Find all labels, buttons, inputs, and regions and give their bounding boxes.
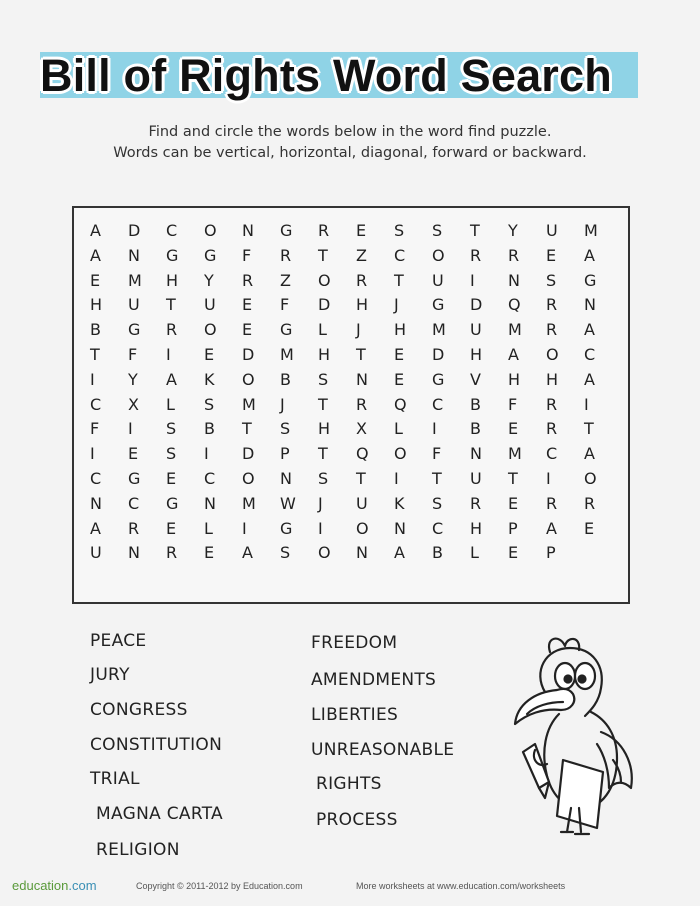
grid-letter: U <box>470 320 482 340</box>
grid-letter: U <box>470 468 482 488</box>
logo-text: education <box>12 878 69 893</box>
grid-letter: F <box>508 394 518 414</box>
grid-letter: R <box>508 245 520 265</box>
grid-letter: C <box>204 468 216 488</box>
grid-letter: O <box>394 444 407 464</box>
grid-letter: T <box>90 344 100 364</box>
grid-letter: R <box>584 493 596 513</box>
grid-letter: L <box>204 518 213 538</box>
grid-letter: U <box>204 295 216 315</box>
word-list-item: PEACE <box>90 631 147 651</box>
grid-letter: B <box>280 369 291 389</box>
grid-letter: A <box>166 369 177 389</box>
page-title: Bill of Rights Word Search <box>40 50 612 101</box>
grid-letter: O <box>242 369 255 389</box>
grid-letter: E <box>508 543 519 563</box>
grid-letter: C <box>128 493 140 513</box>
grid-letter: I <box>584 394 589 414</box>
grid-letter: E <box>166 518 177 538</box>
grid-letter: I <box>242 518 247 538</box>
grid-letter: A <box>584 369 595 389</box>
grid-letter: P <box>508 518 518 538</box>
grid-letter: J <box>280 394 285 414</box>
grid-letter: B <box>432 543 443 563</box>
grid-letter: T <box>394 270 404 290</box>
grid-letter: K <box>394 493 405 513</box>
grid-letter: O <box>242 468 255 488</box>
grid-letter: S <box>204 394 215 414</box>
grid-letter: B <box>470 419 481 439</box>
grid-letter: I <box>204 444 209 464</box>
grid-letter: O <box>318 543 331 563</box>
grid-letter: O <box>204 221 217 240</box>
grid-letter: A <box>584 245 595 265</box>
grid-letter: A <box>90 245 101 265</box>
grid-letter: I <box>470 270 475 290</box>
word-search-grid <box>72 206 630 604</box>
grid-letter: T <box>166 295 176 315</box>
grid-letter: G <box>280 320 293 340</box>
grid-letter: R <box>546 295 558 315</box>
grid-letter: T <box>432 468 442 488</box>
grid-letter: D <box>242 444 255 464</box>
grid-letter: O <box>584 468 597 488</box>
grid-letter: E <box>242 295 253 315</box>
grid-letter: I <box>90 369 95 389</box>
grid-letter: L <box>166 394 175 414</box>
grid-letter: H <box>470 518 483 538</box>
grid-letter: J <box>356 320 361 340</box>
grid-letter: O <box>318 270 331 290</box>
grid-letter: R <box>128 518 140 538</box>
grid-letter: U <box>432 270 444 290</box>
grid-letter: C <box>432 518 444 538</box>
logo-domain: .com <box>68 878 97 893</box>
grid-letter: N <box>508 270 520 290</box>
grid-letter: D <box>432 344 445 364</box>
grid-letter: T <box>356 468 366 488</box>
grid-letter: E <box>508 493 519 513</box>
grid-letter: G <box>432 295 445 315</box>
grid-letter: S <box>318 369 329 389</box>
grid-letter: B <box>90 320 101 340</box>
grid-letter: H <box>318 419 331 439</box>
grid-letter: J <box>394 295 399 315</box>
grid-letter: A <box>90 221 101 240</box>
grid-letter: E <box>204 543 215 563</box>
grid-letter: A <box>90 518 101 538</box>
grid-letter: N <box>242 221 254 240</box>
grid-letter: F <box>242 245 252 265</box>
grid-letter: S <box>432 221 443 240</box>
grid-letter: Z <box>356 245 367 265</box>
grid-letter: S <box>166 419 177 439</box>
grid-letter: R <box>546 394 558 414</box>
grid-letter: Y <box>508 221 518 240</box>
grid-letter: P <box>280 444 290 464</box>
word-list-item: CONGRESS <box>90 700 188 720</box>
grid-letter: D <box>470 295 483 315</box>
grid-letter: R <box>470 245 482 265</box>
grid-letter: T <box>318 394 328 414</box>
grid-letter: G <box>128 468 141 488</box>
grid-letter: E <box>394 344 405 364</box>
grid-letter: N <box>356 543 368 563</box>
grid-letter: G <box>432 369 445 389</box>
grid-letter: E <box>166 468 177 488</box>
word-list-item: PROCESS <box>316 810 398 830</box>
grid-letter: M <box>128 270 142 290</box>
grid-letter: T <box>318 444 328 464</box>
grid-letter: Z <box>280 270 291 290</box>
grid-letter: S <box>280 419 291 439</box>
grid-letter: E <box>508 419 519 439</box>
grid-letter: M <box>584 221 598 240</box>
grid-letter: R <box>166 320 178 340</box>
grid-letter: H <box>394 320 407 340</box>
grid-letter: O <box>546 344 559 364</box>
grid-letter: M <box>242 493 256 513</box>
more-worksheets-text: More worksheets at www.education.com/worksheets <box>356 881 566 891</box>
education-logo <box>12 878 97 893</box>
grid-letter: E <box>546 245 557 265</box>
grid-letter: I <box>90 444 95 464</box>
grid-letter: N <box>584 295 596 315</box>
grid-letter: X <box>356 419 367 439</box>
grid-letter: D <box>128 221 141 240</box>
grid-letter: D <box>242 344 255 364</box>
grid-letter: M <box>508 444 522 464</box>
grid-letter: Q <box>356 444 369 464</box>
grid-letter: T <box>356 344 366 364</box>
grid-letter: Q <box>394 394 407 414</box>
grid-letter: R <box>356 394 368 414</box>
grid-letter: E <box>242 320 253 340</box>
grid-letter: E <box>128 444 139 464</box>
grid-letter: A <box>584 444 595 464</box>
grid-letter: A <box>584 320 595 340</box>
grid-letter: H <box>508 369 521 389</box>
grid-letter: U <box>128 295 140 315</box>
grid-letter: I <box>546 468 551 488</box>
grid-letter: H <box>356 295 369 315</box>
word-list-item: JURY <box>90 665 130 685</box>
grid-letter: T <box>470 221 480 240</box>
grid-letter: N <box>204 493 216 513</box>
grid-letter: G <box>166 493 179 513</box>
grid-letter: N <box>90 493 102 513</box>
grid-letter: U <box>90 543 102 563</box>
grid-letter: V <box>470 369 481 389</box>
grid-letter: B <box>470 394 481 414</box>
grid-letter: G <box>584 270 597 290</box>
grid-letter: T <box>242 419 252 439</box>
grid-letter: C <box>166 221 178 240</box>
grid-letter: L <box>394 419 403 439</box>
word-list-item: AMENDMENTS <box>311 670 437 690</box>
grid-letter: R <box>280 245 292 265</box>
grid-letter: G <box>204 245 217 265</box>
grid-letter: R <box>166 543 178 563</box>
grid-letter: H <box>90 295 103 315</box>
grid-letter: R <box>546 419 558 439</box>
grid-letter: C <box>90 394 102 414</box>
grid-letter: F <box>432 444 442 464</box>
parrot-mascot-icon <box>505 632 645 842</box>
grid-letter: I <box>432 419 437 439</box>
grid-letter: W <box>280 493 296 513</box>
instructions-line-1: Find and circle the words below in the word find puzzle. <box>148 124 552 140</box>
word-list-item: RIGHTS <box>316 774 382 794</box>
word-list-item: LIBERTIES <box>311 705 399 725</box>
grid-letter: Q <box>508 295 521 315</box>
grid-letter: H <box>546 369 559 389</box>
grid-letter: I <box>166 344 171 364</box>
word-list-item: CONSTITUTION <box>90 735 223 755</box>
grid-letter: P <box>546 543 556 563</box>
grid-letter: S <box>432 493 443 513</box>
grid-letter: E <box>356 221 367 240</box>
grid-letter: S <box>318 468 329 488</box>
grid-letter: D <box>318 295 331 315</box>
grid-letter: R <box>546 493 558 513</box>
grid-letter: X <box>128 394 139 414</box>
grid-letter: C <box>546 444 558 464</box>
grid-letter: R <box>318 221 330 240</box>
grid-letter: T <box>318 245 328 265</box>
grid-letter: N <box>356 369 368 389</box>
word-list-item: MAGNA CARTA <box>96 804 223 824</box>
grid-letter: G <box>280 221 293 240</box>
grid-letter: C <box>584 344 596 364</box>
grid-letter: G <box>128 320 141 340</box>
grid-letter: S <box>280 543 291 563</box>
grid-letter: I <box>128 419 133 439</box>
grid-letter: A <box>242 543 253 563</box>
grid-letter: L <box>318 320 327 340</box>
grid-letter: R <box>470 493 482 513</box>
grid-letter: H <box>318 344 331 364</box>
grid-letter: M <box>242 394 256 414</box>
grid-letter: O <box>204 320 217 340</box>
grid-letter: U <box>356 493 368 513</box>
grid-letter: O <box>356 518 369 538</box>
word-list-item: RELIGION <box>96 840 180 860</box>
instructions-line-2: Words can be vertical, horizontal, diagonal, forward or backward. <box>113 145 587 161</box>
grid-letter: G <box>280 518 293 538</box>
grid-letter: E <box>204 344 215 364</box>
grid-letter: N <box>470 444 482 464</box>
grid-letter: T <box>584 419 594 439</box>
grid-letter: M <box>508 320 522 340</box>
grid-letter: S <box>546 270 557 290</box>
grid-letter: F <box>280 295 290 315</box>
grid-letter: K <box>204 369 215 389</box>
grid-letter: C <box>394 245 406 265</box>
grid-letter: N <box>394 518 406 538</box>
grid-letter: B <box>204 419 215 439</box>
grid-letter: N <box>280 468 292 488</box>
grid-letter: N <box>128 543 140 563</box>
word-list-item: FREEDOM <box>311 633 398 653</box>
grid-letter: G <box>166 245 179 265</box>
grid-letter: A <box>394 543 405 563</box>
grid-letter: H <box>166 270 179 290</box>
grid-letter: C <box>90 468 102 488</box>
grid-letter: L <box>470 543 479 563</box>
grid-letter: N <box>128 245 140 265</box>
grid-letter: C <box>432 394 444 414</box>
grid-letter: S <box>166 444 177 464</box>
grid-letter: R <box>242 270 254 290</box>
grid-letter: F <box>128 344 138 364</box>
copyright-text: Copyright © 2011-2012 by Education.com <box>136 881 303 891</box>
grid-letter: F <box>90 419 100 439</box>
grid-letter: Y <box>128 369 138 389</box>
grid-letter: S <box>394 221 405 240</box>
grid-letter: M <box>280 344 294 364</box>
grid-letter: I <box>318 518 323 538</box>
grid-letter: E <box>90 270 101 290</box>
grid-letter: J <box>318 493 323 513</box>
letter-grid <box>90 221 622 568</box>
grid-letter: E <box>584 518 595 538</box>
word-list-item: TRIAL <box>90 769 140 789</box>
grid-letter: U <box>546 221 558 240</box>
grid-letter: H <box>470 344 483 364</box>
grid-letter: A <box>546 518 557 538</box>
grid-letter: E <box>394 369 405 389</box>
grid-letter: A <box>508 344 519 364</box>
grid-letter: T <box>508 468 518 488</box>
grid-letter: Y <box>204 270 214 290</box>
grid-letter: R <box>546 320 558 340</box>
grid-letter: R <box>356 270 368 290</box>
grid-letter: O <box>432 245 445 265</box>
grid-letter: I <box>394 468 399 488</box>
word-list-item: UNREASONABLE <box>311 740 455 760</box>
grid-letter: M <box>432 320 446 340</box>
